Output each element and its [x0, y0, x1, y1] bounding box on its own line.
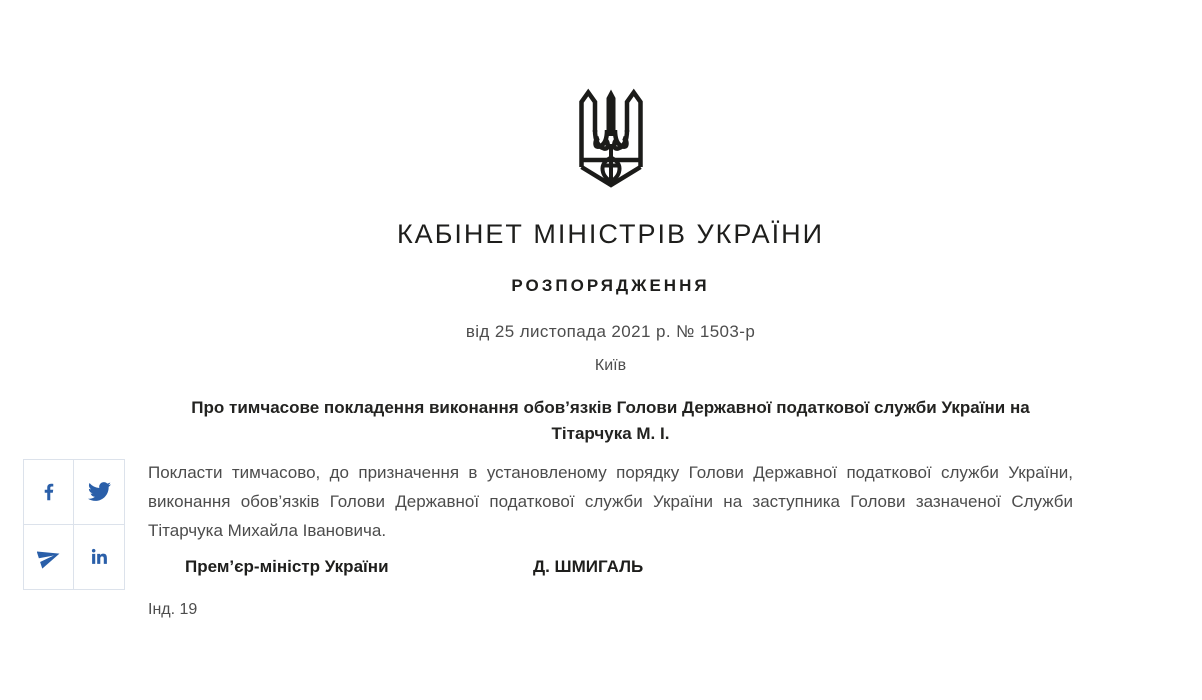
signature-name: Д. ШМИГАЛЬ — [533, 557, 644, 576]
signature-position-label: Прем’єр-міністр України — [185, 557, 389, 576]
index-note: Інд. 19 — [148, 601, 198, 618]
decree-document — [148, 0, 1073, 700]
facebook-icon — [38, 481, 60, 503]
tryzub-coat-of-arms-icon — [579, 88, 643, 188]
city-label: Київ — [594, 357, 627, 374]
share-panel — [23, 459, 125, 590]
document-body-paragraph: Покласти тимчасово, до призначення в установленому порядку Голови Державної податкової служби України, виконання обов’язків Голови Державної податкової служби України на заступника Голови зазначеної Служби Тітарчука Михайла Івановича. — [148, 463, 1073, 540]
share-twitter-button[interactable] — [74, 460, 124, 525]
document-title-text: Про тимчасове покладення виконання обов’язків Голови Державної податкової служби України на Тітарчука М. І. — [191, 398, 1030, 443]
share-linkedin-button[interactable] — [74, 525, 124, 590]
telegram-icon — [37, 545, 61, 569]
share-facebook-button[interactable] — [24, 460, 74, 525]
share-telegram-button[interactable] — [24, 525, 74, 590]
linkedin-icon — [89, 546, 110, 567]
organization-name: КАБІНЕТ МІНІСТРІВ УКРАЇНИ — [396, 219, 825, 249]
document-type-heading: РОЗПОРЯДЖЕННЯ — [511, 276, 710, 295]
date-and-number-line: від 25 листопада 2021 р. № 1503-р — [465, 322, 756, 341]
coat-of-arms-wrap — [148, 88, 1073, 188]
twitter-icon — [88, 480, 111, 503]
document-title — [148, 395, 1073, 447]
